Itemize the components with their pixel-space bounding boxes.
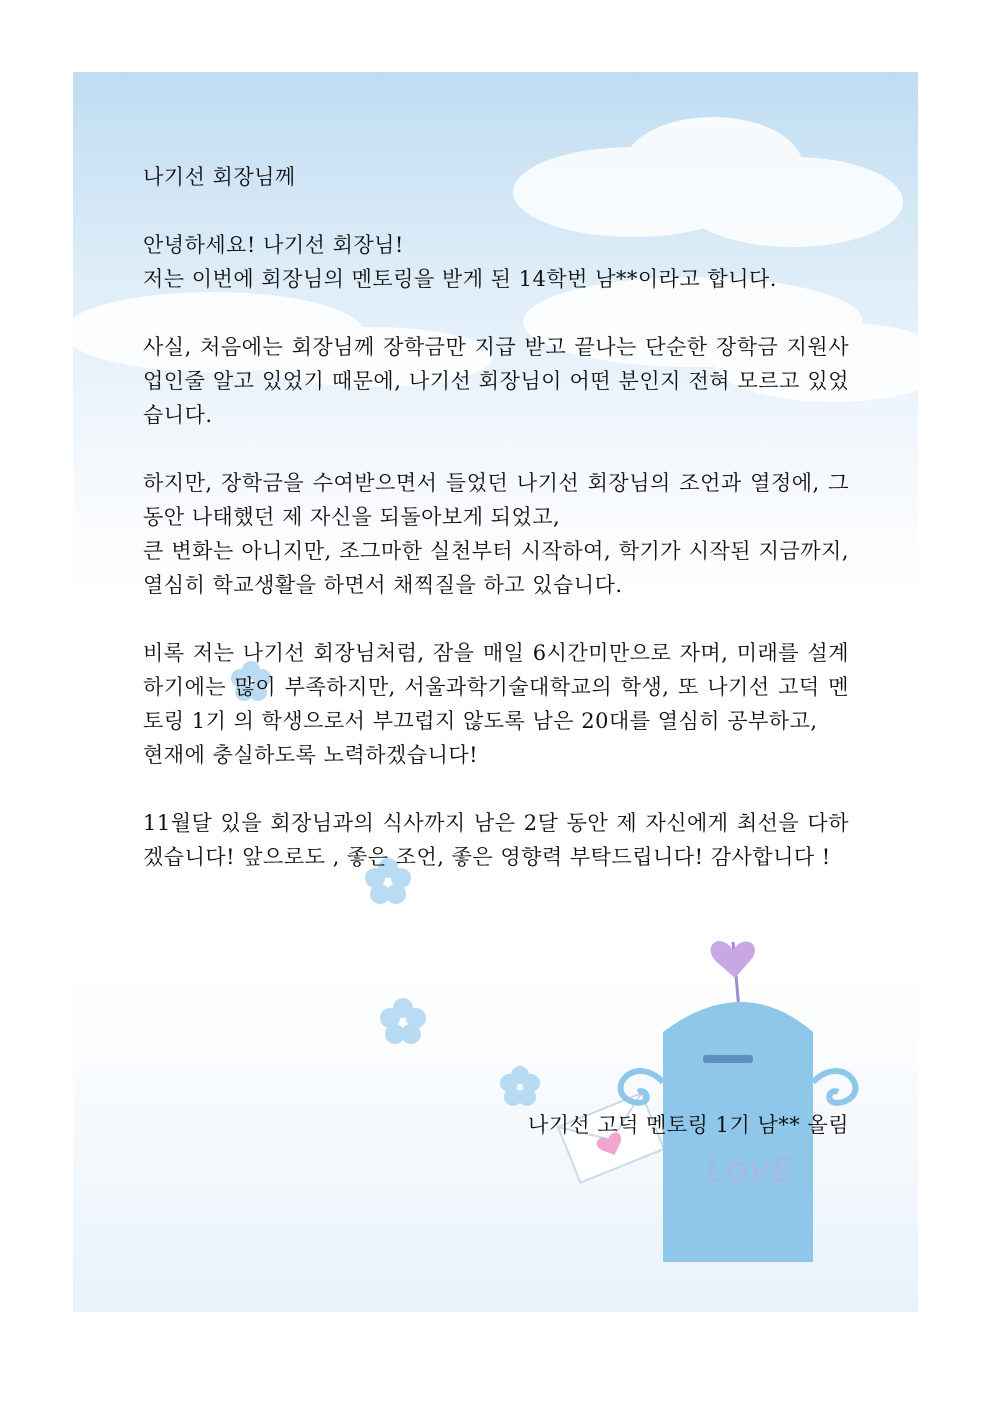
paragraph-3-line-2: 큰 변화는 아니지만, 조그마한 실천부터 시작하여, 학기가 시작된 지금까지, 열심히 학교생활을 하면서 채찍질을 하고 있습니다. [143,539,849,597]
paragraph-4-line-2: 현재에 충실하도록 노력하겠습니다! [143,743,479,767]
paragraph-3-line-1: 하지만, 장학금을 수여받으면서 들었던 나기선 회장님의 조언과 열정에, 그 동안 나태했던 제 자신을 되돌아보게 되었고, [143,471,849,529]
intro-line: 저는 이번에 회장님의 멘토링을 받게 된 14학번 남**이라고 합니다. [143,267,777,291]
paragraph-2: 사실, 처음에는 회장님께 장학금만 지급 받고 끝나는 단순한 장학금 지원사업인줄 알고 있었기 때문에, 나기선 회장님이 어떤 분인지 전혀 모르고 있었습니다. [143,335,849,427]
paragraph-5: 11월달 있을 회장님과의 식사까지 남은 2달 동안 제 자신에게 최선을 다하겠습니다! 앞으로도 , 좋은 조언, 좋은 영향력 부탁드립니다! 감사합니다 ! [143,811,849,869]
paragraph-4-line-1: 비록 저는 나기선 회장님처럼, 잠을 매일 6시간미만으로 자며, 미래를 설계하기에는 많이 부족하지만, 서울과학기술대학교의 학생, 또 나기선 고덕 멘토링 1기 의 학생으로서 부끄럽지 않도록 남은 20대를 열심히 공부하고, [143,641,849,733]
salutation: 나기선 회장님께 [143,165,296,189]
signature: 나기선 고덕 멘토링 1기 남** 올림 [527,1113,849,1137]
letter-body [143,160,849,874]
mailbox-label: LovE [706,1150,796,1190]
greeting-line: 안녕하세요! 나기선 회장님! [143,233,404,257]
mailbox [621,941,856,1262]
